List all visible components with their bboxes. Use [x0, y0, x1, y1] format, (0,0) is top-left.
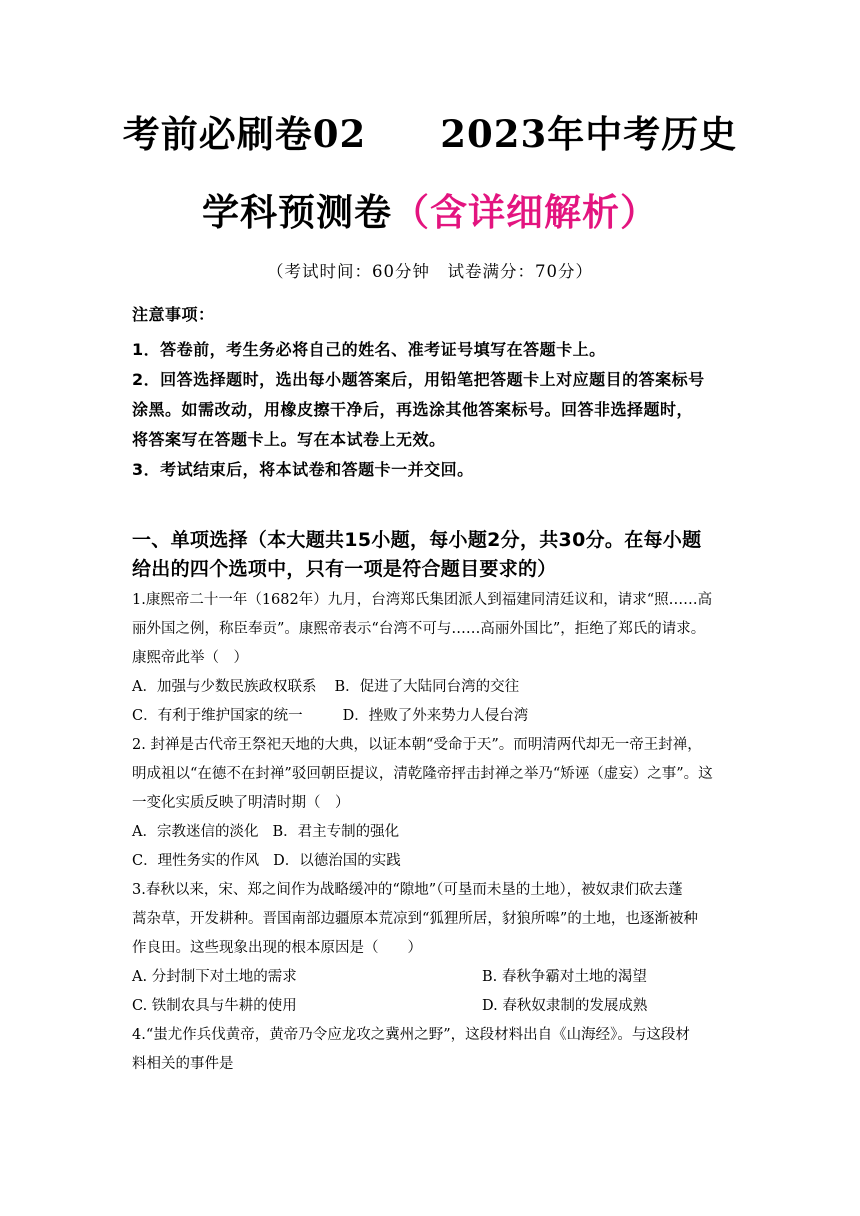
- question-text: 丽外国之例，称臣奉贡”。康熙帝表示“台湾不可与……高丽外国比”，拒绝了郑氏的请求。: [132, 621, 706, 637]
- notice-block: [132, 300, 732, 485]
- title-exam-name: 考前必刷卷02: [122, 112, 367, 156]
- option-b: B．君主专制的强化: [272, 824, 400, 840]
- question-1: [132, 586, 742, 731]
- option-row: [132, 702, 742, 731]
- question-2: [132, 731, 742, 876]
- option-row: [132, 818, 742, 847]
- title-highlight: （含详细解析）: [392, 190, 658, 234]
- option-row: [132, 963, 742, 992]
- title-year-subject: 2023年中考历史: [440, 112, 738, 156]
- question-4: [132, 1021, 742, 1079]
- section-heading: [132, 526, 742, 584]
- notice-line: 3．考试结束后，将本试卷和答题卡一并交回。: [132, 460, 474, 479]
- question-text: 2. 封禅是古代帝王祭祀天地的大典，以证本朝“受命于天”。而明清两代却无一帝王封禅，: [132, 737, 702, 753]
- option-d: D. 春秋奴隶制的发展成熟: [482, 998, 648, 1014]
- notice-line: 涂黑。如需改动，用橡皮擦干净后，再选涂其他答案标号。回答非选择题时，: [132, 400, 694, 419]
- question-3: [132, 876, 742, 1021]
- option-c: C．有利于维护国家的统一: [132, 708, 303, 724]
- option-a: A. 分封制下对土地的需求: [132, 969, 297, 985]
- notice-line: 1．答卷前，考生务必将自己的姓名、准考证号填写在答题卡上。: [132, 340, 606, 359]
- notice-line: 2．回答选择题时，选出每小题答案后，用铅笔把答题卡上对应题目的答案标号: [132, 370, 705, 389]
- option-row: [132, 992, 742, 1021]
- question-text: 1.康熙帝二十一年（1682年）九月，台湾郑氏集团派人到福建同清廷议和，请求“照……高: [132, 592, 713, 608]
- section-heading-line: 一、单项选择（本大题共15小题，每小题2分，共30分。在每小题: [132, 529, 702, 551]
- section-heading-line: 给出的四个选项中，只有一项是符合题目要求的）: [132, 558, 557, 580]
- exam-time-score: （考试时间：60分钟 试卷满分：70分）: [267, 262, 593, 281]
- option-a: A．加强与少数民族政权联系: [132, 679, 317, 695]
- option-row: [132, 847, 742, 876]
- option-b: B. 春秋争霸对土地的渴望: [482, 969, 647, 985]
- title-line-1: [0, 104, 860, 158]
- option-d: D．以德治国的实践: [273, 853, 401, 869]
- question-list: [132, 586, 742, 1079]
- option-c: C．理性务实的作风: [132, 853, 260, 869]
- option-row: [132, 673, 742, 702]
- notice-heading: 注意事项：: [132, 305, 215, 324]
- title-paper-type: 学科预测卷: [202, 190, 392, 234]
- question-text: 4.“蚩尤作兵伐黄帝，黄帝乃令应龙攻之冀州之野”，这段材料出自《山海经》。与这段材: [132, 1027, 690, 1043]
- option-d: D．挫败了外来势力人侵台湾: [342, 708, 529, 724]
- question-text: 一变化实质反映了明清时期（ ）: [132, 795, 350, 811]
- notice-line: 将答案写在答题卡上。写在本试卷上无效。: [132, 430, 446, 449]
- question-text: 料相关的事件是: [132, 1056, 234, 1072]
- question-text: 明成祖以“在德不在封禅”驳回朝臣提议，清乾隆帝抨击封禅之举乃“矫诬（虚妄）之事”。这: [132, 766, 713, 782]
- question-text: 蒿杂草，开发耕种。晋国南部边疆原本荒凉到“狐狸所居，豺狼所嗥”的土地，也逐渐被种: [132, 911, 698, 927]
- option-c: C. 铁制农具与牛耕的使用: [132, 998, 297, 1014]
- option-a: A．宗教迷信的淡化: [132, 824, 259, 840]
- option-b: B．促进了大陆同台湾的交往: [334, 679, 520, 695]
- title-line-2: [0, 182, 860, 236]
- question-text: 作良田。这些现象出现的根本原因是（ ）: [132, 940, 422, 956]
- question-text: 3.春秋以来，宋、郑之间作为战略缓冲的“隙地”（可垦而未垦的土地），被奴隶们砍去蓬: [132, 882, 683, 898]
- question-text: 康熙帝此举（ ）: [132, 650, 248, 666]
